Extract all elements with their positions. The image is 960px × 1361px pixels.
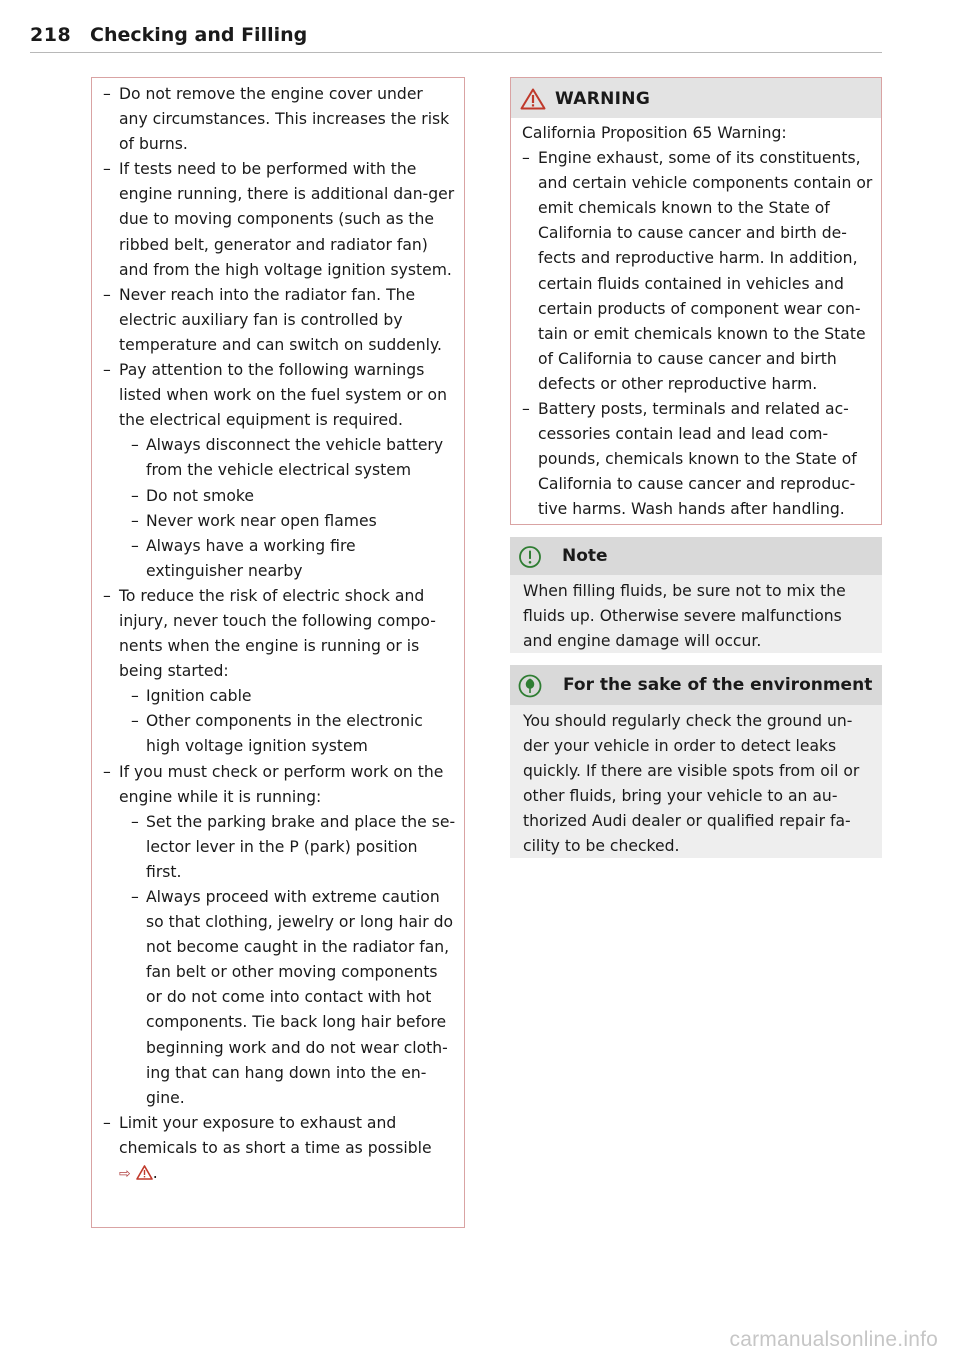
environment-title: For the sake of the environment [563, 675, 873, 695]
warning-box [510, 77, 882, 525]
watermark: carmanualsonline.info [729, 1328, 938, 1351]
sub-list-item: – Always disconnect the vehicle battery from the vehicle electrical system [119, 433, 456, 483]
warning-header [511, 78, 881, 118]
warning-title: WARNING [555, 89, 651, 109]
warning-item: – Engine exhaust, some of its constituents, and certain vehicle components contain or emit chemicals known to the State of California to cause cancer and birth de-fects and reproductive harm. In addition, certain fluids contained in vehicles and certain products of component wear con-tain or emit chemicals known to the State of California to cause cancer and birth defects or other reproductive harm. [522, 146, 875, 397]
sub-list-item: – Ignition cable [119, 684, 456, 709]
sub-list-item: – Never work near open flames [119, 509, 456, 534]
page-number: 218 [30, 24, 72, 46]
warning-intro: California Proposition 65 Warning: [522, 124, 787, 142]
list-item: – Limit your exposure to exhaust and chemicals to as short a time as possible ⇨ . [92, 1111, 456, 1187]
sub-list-item: – Do not smoke [119, 484, 456, 509]
note-header [510, 537, 882, 575]
list-item: – Pay attention to the following warnings listed when work on the fuel system or on the electrical equipment is required. – Always disconnect the vehicle battery from the vehicle electrical system – Do not smoke – Never work near open flames – Always have a working fire extinguisher nearby [92, 358, 456, 584]
caution-list [92, 78, 464, 1187]
cross-reference-arrow[interactable]: ⇨ [119, 1166, 131, 1183]
caution-list-box [91, 77, 465, 1228]
warning-item: – Battery posts, terminals and related ac-cessories contain lead and lead com-pounds, chemicals known to the State of California to cause cancer and reproduc-tive harms. Wash hands after handling. [522, 397, 875, 522]
note-box [510, 537, 882, 653]
warning-triangle-icon[interactable] [136, 1165, 153, 1180]
section-title: Checking and Filling [90, 24, 308, 46]
list-item: – Never reach into the radiator fan. The electric auxiliary fan is controlled by temperature and can switch on suddenly. [92, 283, 456, 358]
exclamation-circle-icon [518, 545, 542, 569]
list-item: – Do not remove the engine cover under any circumstances. This increases the risk of burns. [92, 82, 456, 157]
sub-list-item: – Other components in the electronic high voltage ignition system [119, 709, 456, 759]
note-title: Note [562, 546, 608, 566]
list-item: – To reduce the risk of electric shock and injury, never touch the following compo-nents when the engine is running or is being started: – Ignition cable – Other components in the electronic high voltage ignition system [92, 584, 456, 760]
environment-header [510, 665, 882, 705]
environment-text: You should regularly check the ground un-der your vehicle in order to detect leaks quickly. If there are visible spots from oil or other fluids, bring your vehicle to an au-thorized Audi dealer or qualified repair fa-cility to be checked. [523, 712, 860, 856]
sub-list-item: – Always proceed with extreme caution so that clothing, jewelry or long hair do not become caught in the radiator fan, fan belt or other moving components or do not come into contact with hot components. Tie back long hair before beginning work and do not wear cloth-ing that can hang down into the en-gine. [119, 885, 456, 1111]
sub-list-item: – Set the parking brake and place the se-lector lever in the P (park) position first. [119, 810, 456, 885]
sub-list-item: – Always have a working fire extinguisher nearby [119, 534, 456, 584]
list-item: – If tests need to be performed with the engine running, there is additional dan-ger due to moving components (such as the ribbed belt, generator and radiator fan) and from the high voltage ignition system. [92, 157, 456, 282]
list-item: – If you must check or perform work on the engine while it is running: – Set the parking brake and place the se-lector lever in the P (park) position first. – Always proceed with extreme caution so that clothing, jewelry or long hair do not become caught in the radiator fan, fan belt or other moving components or do not come into contact with hot components. Tie back long hair before beginning work and do not wear cloth-ing that can hang down into the en-gine. [92, 760, 456, 1111]
environment-box [510, 665, 882, 858]
note-text: When filling fluids, be sure not to mix the fluids up. Otherwise severe malfunctions and engine damage will occur. [523, 582, 846, 651]
page-header [30, 22, 882, 53]
tree-icon [518, 674, 542, 698]
warning-triangle-icon [520, 88, 546, 110]
